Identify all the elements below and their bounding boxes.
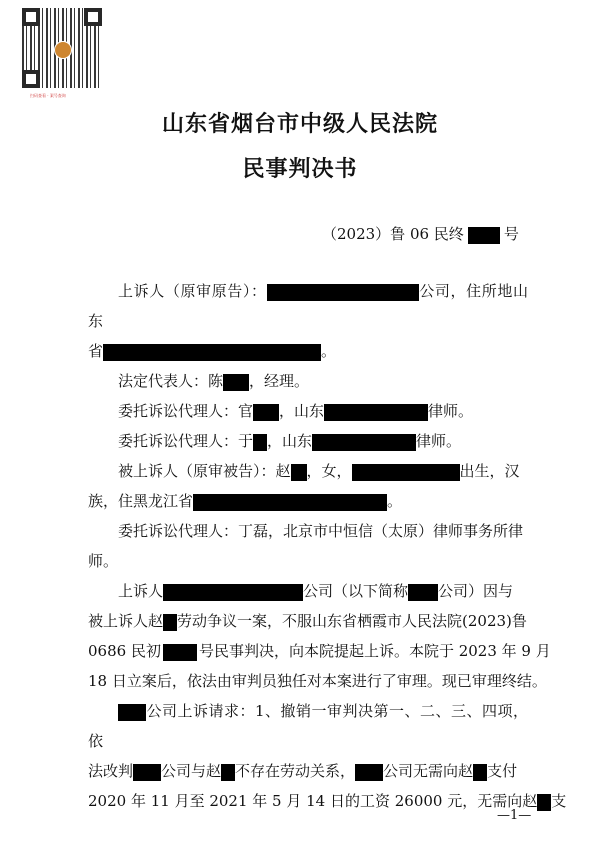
qr-code-icon: [22, 8, 102, 88]
text-run: 公司上诉请求：1、撤销一审判决第一、二、三、四项，依: [88, 702, 528, 750]
text-run: ，经理。: [249, 372, 310, 390]
text-run: 上诉人: [118, 582, 164, 600]
paragraph-agent-2: [88, 426, 528, 456]
text-run: 师。: [88, 552, 119, 570]
text-run: 公司，住所地山东: [88, 282, 528, 330]
text-run: 公司）因与: [438, 582, 514, 600]
paragraph-appeal-request: [88, 696, 567, 816]
line: [88, 486, 528, 516]
paragraph-agent-1: [88, 396, 528, 426]
redaction-bar: [312, 434, 416, 451]
text-run: 委托诉讼代理人：于: [118, 432, 254, 450]
court-name: 山东省烟台市中级人民法院: [161, 112, 438, 137]
redaction-bar: [408, 584, 438, 601]
text-run: 18 日立案后，依法由审判员独任对本案进行了审理。现已审理终结。: [88, 672, 547, 690]
line: [88, 546, 528, 576]
text-run: 法改判: [88, 762, 134, 780]
text-run: 被上诉人赵: [88, 612, 164, 630]
paragraph-legal-rep: [88, 366, 528, 396]
text-run: 支: [551, 792, 567, 810]
text-run: 公司与赵: [161, 762, 222, 780]
redaction-bar: [163, 644, 197, 661]
text-run: 委托诉讼代理人：丁磊，北京市中恒信（太原）律师事务所律: [118, 522, 524, 540]
court-seal-icon: [54, 41, 72, 59]
line: [88, 336, 528, 366]
redaction-bar: [355, 764, 383, 781]
line: [88, 756, 528, 786]
text-run: 律师。: [416, 432, 462, 450]
redaction-bar: [253, 434, 267, 451]
qr-caption: 扫码查看 · 案号查询: [30, 93, 66, 98]
qr-finder-pattern: [22, 70, 40, 88]
document-body: [88, 276, 567, 816]
redaction-bar: [473, 764, 487, 781]
redaction-bar: [163, 584, 303, 601]
redaction-bar: [352, 464, 460, 481]
paragraph-appellee: [88, 456, 528, 516]
case-number-prefix: （2023）鲁 06 民终: [322, 225, 464, 243]
redaction-bar: [324, 404, 428, 421]
line: [88, 606, 528, 636]
text-run: ，山东: [267, 432, 313, 450]
case-number: [322, 223, 519, 244]
text-run: 2020 年 11 月至 2021 年 5 月 14 日的工资 26000 元，无需向赵: [88, 792, 538, 810]
document-type: 民事判决书: [242, 157, 358, 182]
redaction-bar: [163, 614, 177, 631]
text-run: 族，住黑龙江省: [88, 492, 194, 510]
redaction-bar: [193, 494, 387, 511]
text-run: ，女，: [306, 462, 352, 480]
text-run: 上诉人（原审原告）：: [118, 282, 267, 300]
redaction-bar: [133, 764, 161, 781]
text-run: 省: [88, 342, 104, 360]
text-run: 不存在劳动关系，: [235, 762, 356, 780]
text-run: 公司（以下简称: [303, 582, 409, 600]
redaction-bar: [253, 404, 279, 421]
text-run: 被上诉人（原审被告）：赵: [118, 462, 291, 480]
redaction-bar: [223, 374, 249, 391]
redaction-bar: [118, 704, 146, 721]
case-number-suffix: 号: [503, 225, 519, 243]
text-run: ，山东: [279, 402, 325, 420]
text-run: 律师。: [428, 402, 474, 420]
text-run: 劳动争议一案，不服山东省栖霞市人民法院(2023)鲁: [177, 612, 527, 630]
line: [88, 636, 551, 666]
text-run: 。: [387, 492, 403, 510]
line: [88, 786, 567, 816]
text-run: 支付: [487, 762, 518, 780]
paragraph-appellee-agent: [88, 516, 528, 576]
redaction-bar: [267, 284, 419, 301]
text-run: 委托诉讼代理人：官: [118, 402, 254, 420]
redaction-bar: [468, 227, 500, 244]
redaction-bar: [103, 344, 321, 361]
text-run: 号民事判决，向本院提起上诉。本院于 2023 年 9 月: [198, 642, 551, 660]
text-run: 。: [321, 342, 337, 360]
text-run: 公司无需向赵: [383, 762, 474, 780]
text-run: 出生，汉: [459, 462, 520, 480]
paragraph-appellant: [88, 276, 528, 366]
redaction-bar: [537, 794, 551, 811]
page-number: —1—: [497, 808, 532, 823]
redaction-bar: [221, 764, 235, 781]
redaction-bar: [291, 464, 307, 481]
text-run: 法定代表人：陈: [118, 372, 224, 390]
line: [88, 666, 547, 696]
text-run: 0686 民初: [88, 642, 161, 660]
paragraph-case-summary: [88, 576, 551, 696]
